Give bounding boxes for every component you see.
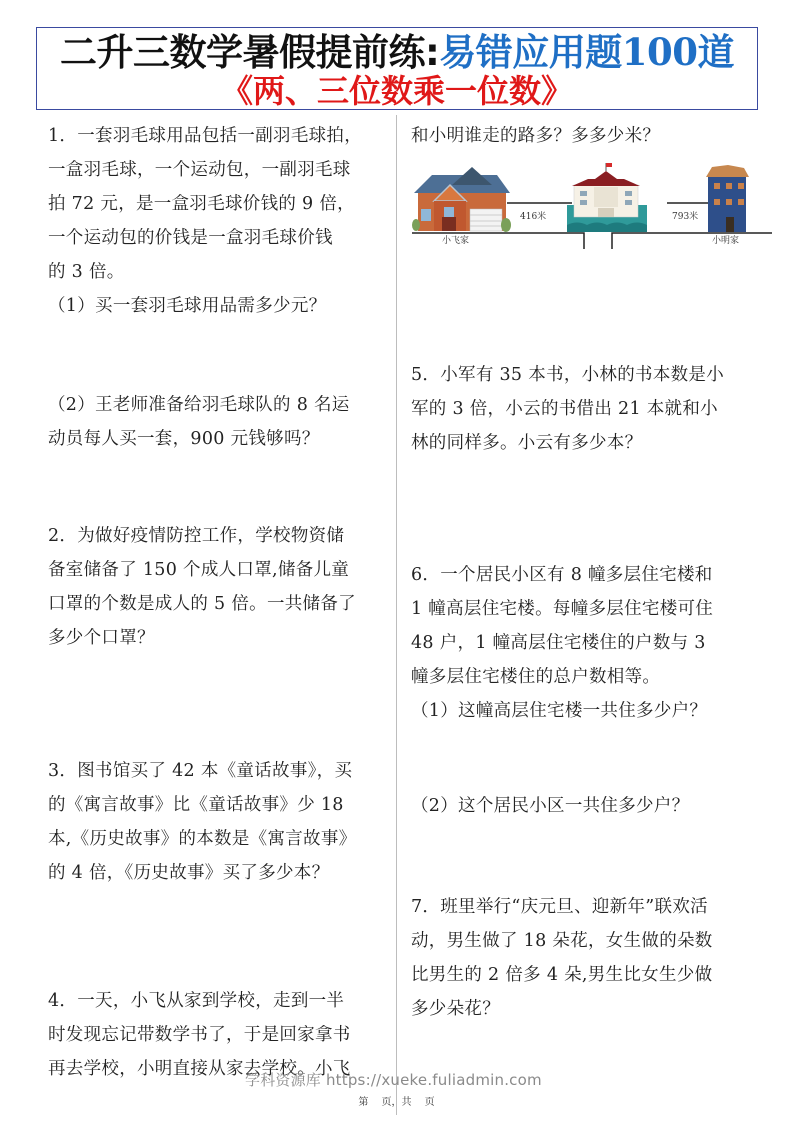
q5-line: 林的同样多。小云有多少本？ <box>411 433 643 453</box>
question-5 <box>411 358 756 460</box>
question-1-part-2 <box>48 388 388 456</box>
q3-line: 的《寓言故事》比《童话故事》少 18 <box>48 795 344 815</box>
page-footer: 第 页，共 页 <box>358 1097 435 1108</box>
q1-sub1: （1）买一套羽毛球用品需多少元？ <box>48 296 327 316</box>
q7-line: 动，男生做了 18 朵花，女生做的朵数 <box>411 931 713 951</box>
q1-line: 一盒羽毛球，一个运动包，一副羽毛球 <box>48 160 351 180</box>
page-subtitle: 《两、三位数乘一位数》 <box>220 72 573 110</box>
title-box <box>36 27 758 110</box>
q1-line: 拍 72 元，是一盒羽毛球价钱的 9 倍， <box>48 194 355 214</box>
title-accent: 易错应用题100道 <box>439 30 735 74</box>
q1-line: 的 3 倍。 <box>48 262 125 282</box>
q4-line: 4．一天，小飞从家到学校，走到一半 <box>48 991 345 1011</box>
q6-sub1: （1）这幢高层住宅楼一共住多少户？ <box>411 701 708 721</box>
q7-line: 7．班里举行“庆元旦、迎新年”联欢活 <box>411 897 708 917</box>
q2-line: 口罩的个数是成人的 5 倍。一共储备了 <box>48 594 356 614</box>
q1-sub2-line: 动员每人买一套，900 元钱够吗？ <box>48 429 320 449</box>
q1-line: 1．一套羽毛球用品包括一副羽毛球拍， <box>48 126 363 146</box>
title-main: 二升三数学暑假提前练: <box>59 31 440 74</box>
column-divider <box>396 115 397 1115</box>
q7-line: 比男生的 2 倍多 4 朵,男生比女生少做 <box>411 965 713 985</box>
question-6-part-2 <box>411 789 756 823</box>
q3-line: 3．图书馆买了 42 本《童话故事》，买 <box>48 761 353 781</box>
q1-sub2-line: （2）王老师准备给羽毛球队的 8 名运 <box>48 395 350 415</box>
q6-line: 6．一个居民小区有 8 幢多层住宅楼和 <box>411 565 713 585</box>
svg-text:小明家: 小明家 <box>712 236 740 246</box>
q6-line: 1 幢高层住宅楼。每幢多层住宅楼可住 <box>411 599 714 619</box>
school-icon <box>567 163 647 232</box>
xiaofei-house-icon <box>412 167 511 232</box>
q6-line: 幢多层住宅楼住的总户数相等。 <box>411 667 661 687</box>
q4-line: 再去学校，小明直接从家去学校。小飞 <box>48 1059 351 1079</box>
q5-line: 军的 3 倍，小云的书借出 21 本就和小 <box>411 399 718 419</box>
question-3 <box>48 754 388 890</box>
q1-line: 一个运动包的价钱是一盒羽毛球价钱 <box>48 228 333 248</box>
q4-line: 时发现忘记带数学书了，于是回家拿书 <box>48 1025 351 1045</box>
question-2 <box>48 519 388 655</box>
q7-line: 多少朵花？ <box>411 999 500 1019</box>
svg-text:416米: 416米 <box>520 212 547 222</box>
q5-line: 5．小军有 35 本书，小林的书本数是小 <box>411 365 725 385</box>
page-title <box>37 30 757 75</box>
question-6 <box>411 558 756 728</box>
question-1 <box>48 119 388 323</box>
route-illustration <box>412 163 774 251</box>
question-4-continued <box>411 119 756 153</box>
xiaoming-house-icon <box>706 165 749 232</box>
q6-sub2: （2）这个居民小区一共住多少户？ <box>411 796 690 816</box>
q4-continued: 和小明谁走的路多？多多少米？ <box>411 126 661 146</box>
q3-line: 的 4 倍，《历史故事》买了多少本？ <box>48 863 330 883</box>
q2-line: 备室储备了 150 个成人口罩,储备儿童 <box>48 560 350 580</box>
q3-line: 本,《历史故事》的本数是《寓言故事》 <box>48 829 357 849</box>
watermark: 学科资源库 https://xueke.fuliadmin.com <box>245 1071 542 1089</box>
question-7 <box>411 890 756 1026</box>
svg-text:793米: 793米 <box>672 212 699 222</box>
q2-line: 多少个口罩？ <box>48 628 155 648</box>
svg-text:小飞家: 小飞家 <box>442 236 470 246</box>
q6-line: 48 户，1 幢高层住宅楼住的户数与 3 <box>411 633 706 653</box>
q2-line: 2．为做好疫情防控工作，学校物资储 <box>48 526 345 546</box>
